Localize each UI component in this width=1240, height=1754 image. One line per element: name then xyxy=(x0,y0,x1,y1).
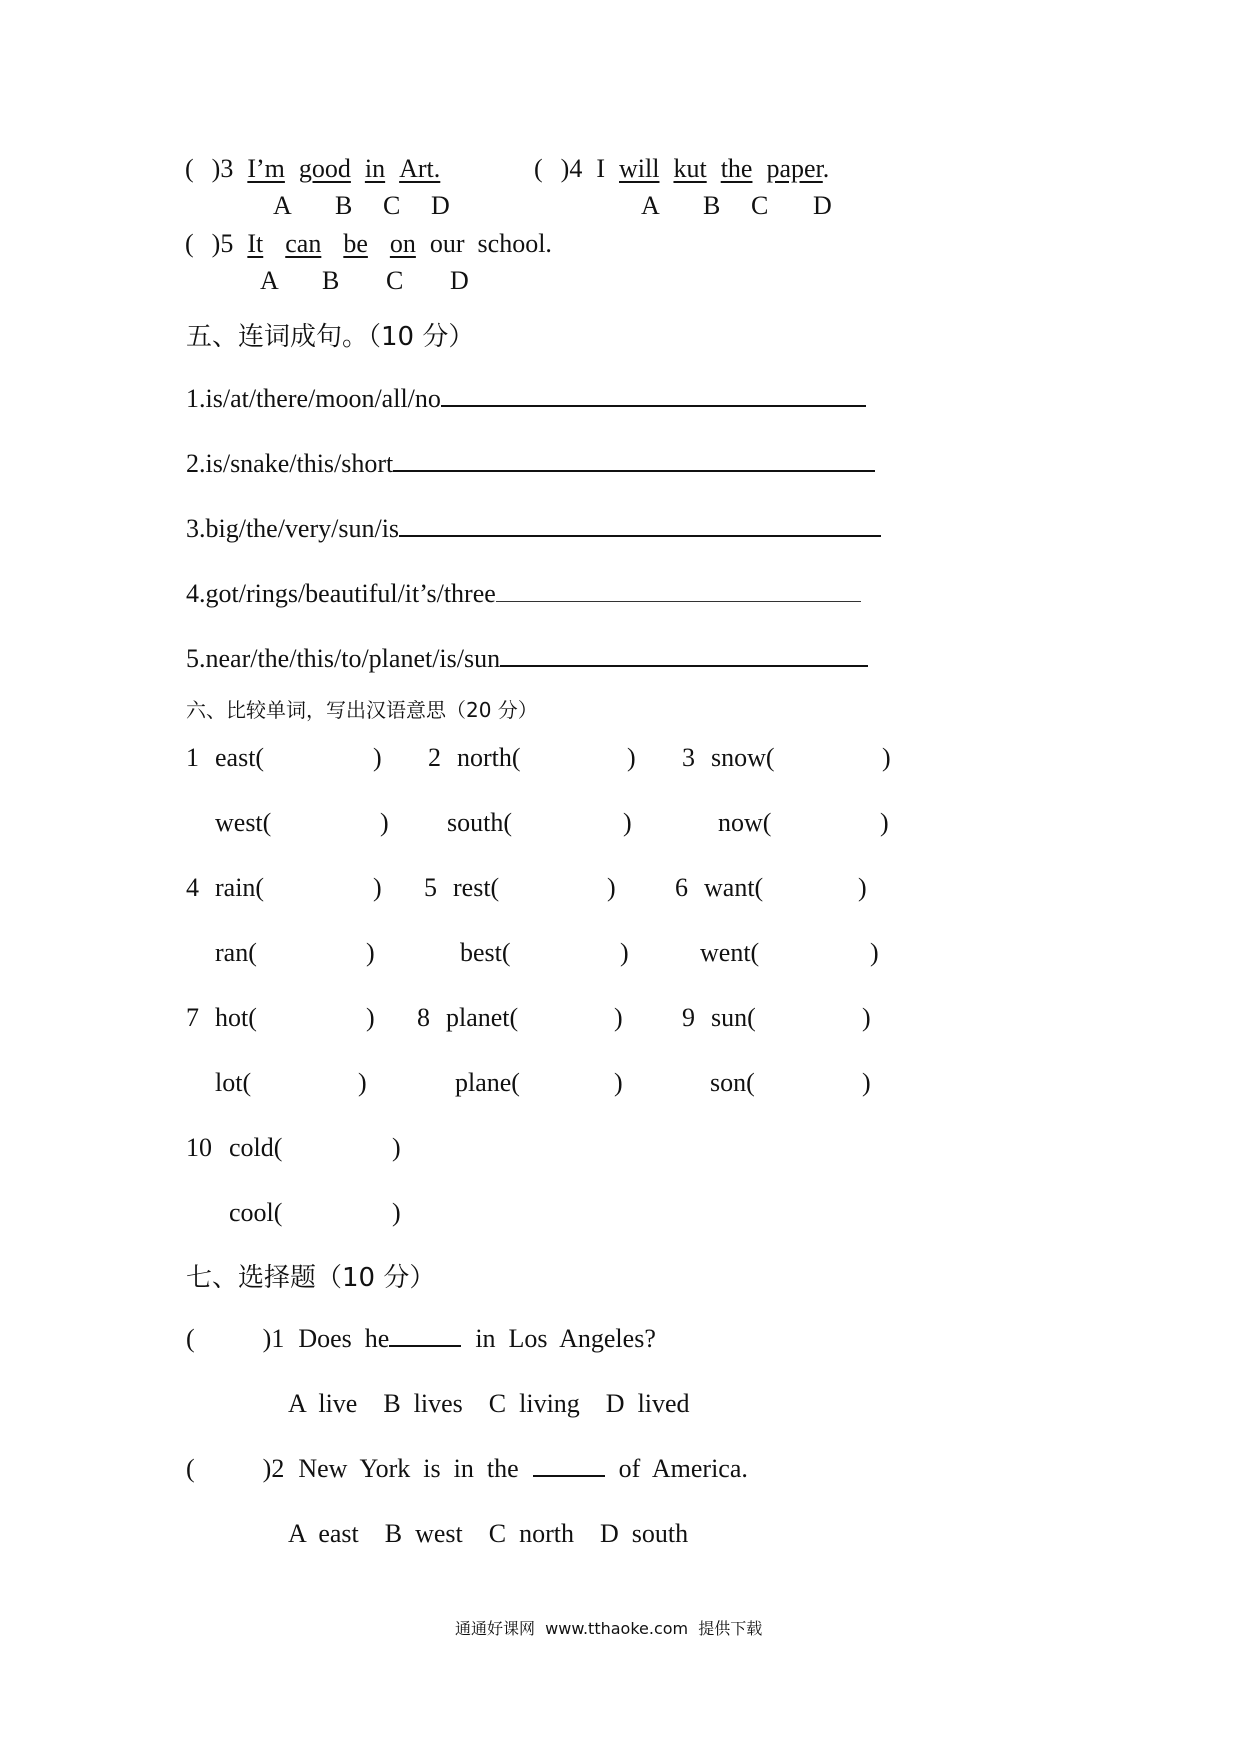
q4-letter-c: C xyxy=(751,191,769,220)
paren-close: ) xyxy=(858,873,867,902)
q4-word-d: paper xyxy=(766,154,823,183)
word-went: went( xyxy=(700,938,760,967)
paren-close: ) xyxy=(862,1003,871,1032)
paren-close: ) xyxy=(366,1003,375,1032)
q4-word-a: will xyxy=(619,154,660,183)
item-4-words: 4.got/rings/beautiful/it’s/three xyxy=(186,579,496,608)
q3-letter-a: A xyxy=(273,191,292,220)
q4-letter-d: D xyxy=(813,191,832,220)
word-hot: hot( xyxy=(215,1003,257,1032)
paren-close: ) xyxy=(373,743,382,772)
q4-paren: ( xyxy=(534,154,543,183)
answer-blank[interactable] xyxy=(500,645,868,667)
s7-q1-number: )1 xyxy=(262,1324,285,1353)
word-planet: planet( xyxy=(446,1003,519,1032)
item-3-words: 3.big/the/very/sun/is xyxy=(186,514,400,543)
paren-close: ) xyxy=(614,1068,623,1097)
s7-q2-options: A east B west C north D south xyxy=(288,1519,689,1548)
paren-close: ) xyxy=(373,873,382,902)
word-west: west( xyxy=(215,808,272,837)
q5-number: )5 xyxy=(211,229,234,258)
q5-word-b: can xyxy=(285,229,322,258)
paren-close: ) xyxy=(614,1003,623,1032)
word-sun: sun( xyxy=(711,1003,756,1032)
paren-close: ) xyxy=(392,1133,401,1162)
q5-letters xyxy=(260,266,469,296)
answer-blank[interactable] xyxy=(496,581,861,602)
answer-blank[interactable] xyxy=(389,1325,461,1347)
s7-q2-number: )2 xyxy=(262,1454,285,1483)
q4-letter-b: B xyxy=(703,191,721,220)
q5-letter-b: B xyxy=(322,266,340,295)
paren-close: ) xyxy=(358,1068,367,1097)
word-want: want( xyxy=(704,873,764,902)
word-north: north( xyxy=(457,743,521,772)
s7-q2-paren: ( xyxy=(186,1454,195,1483)
q3-word-b: good xyxy=(298,154,351,183)
q5-word-c: be xyxy=(343,229,368,258)
q3-word-a: I’m xyxy=(247,154,285,183)
section5-item-3 xyxy=(186,514,881,544)
word-ran: ran( xyxy=(215,938,257,967)
section7-title: 七、选择题（10 分） xyxy=(186,1263,436,1293)
paren-close: ) xyxy=(623,808,632,837)
s7-q2-text-b: of America. xyxy=(618,1454,748,1483)
item-5-words: 5.near/the/this/to/planet/is/sun xyxy=(186,644,501,673)
section5-item-1 xyxy=(186,384,866,414)
q4-word-i: I xyxy=(596,154,606,183)
q3-number: )3 xyxy=(211,154,234,183)
item-1-words: 1.is/at/there/moon/all/no xyxy=(186,384,441,413)
word-best: best( xyxy=(460,938,511,967)
s7-q1-options: A live B lives C living D lived xyxy=(288,1389,690,1418)
word-lot: lot( xyxy=(215,1068,252,1097)
word-now: now( xyxy=(718,808,772,837)
q3-letter-b: B xyxy=(335,191,353,220)
s7-q1-row xyxy=(186,1324,656,1354)
word-plane: plane( xyxy=(455,1068,520,1097)
num-7: 7 xyxy=(186,1003,199,1032)
section6-title: 六、比较单词，写出汉语意思（20 分） xyxy=(186,698,538,722)
num-4: 4 xyxy=(186,873,199,902)
s7-q2-row xyxy=(186,1454,748,1484)
word-snow: snow( xyxy=(711,743,775,772)
word-rest: rest( xyxy=(453,873,500,902)
num-5: 5 xyxy=(424,873,437,902)
word-cold: cold( xyxy=(229,1133,283,1162)
q4-letter-a: A xyxy=(641,191,660,220)
paren-close: ) xyxy=(627,743,636,772)
q4-number: )4 xyxy=(560,154,583,183)
word-son: son( xyxy=(710,1068,755,1097)
q4-word-c: the xyxy=(720,154,753,183)
paren-close: ) xyxy=(607,873,616,902)
q3-letter-c: C xyxy=(383,191,401,220)
paren-close: ) xyxy=(366,938,375,967)
q3-letter-d: D xyxy=(431,191,450,220)
paren-close: ) xyxy=(620,938,629,967)
paren-close: ) xyxy=(882,743,891,772)
s7-q2-text-a: New York is in the xyxy=(298,1454,519,1483)
answer-blank[interactable] xyxy=(533,1455,605,1477)
q5-letter-a: A xyxy=(260,266,279,295)
q4-row xyxy=(534,154,829,184)
q5-rest: our school. xyxy=(429,229,552,258)
num-3: 3 xyxy=(682,743,695,772)
word-rain: rain( xyxy=(215,873,265,902)
q5-letter-d: D xyxy=(450,266,469,295)
num-6: 6 xyxy=(675,873,688,902)
q3-letters xyxy=(273,191,450,221)
paren-close: ) xyxy=(862,1068,871,1097)
q5-paren: ( xyxy=(185,229,194,258)
s7-q1-paren: ( xyxy=(186,1324,195,1353)
answer-blank[interactable] xyxy=(393,450,875,472)
word-south: south( xyxy=(447,808,512,837)
num-10: 10 xyxy=(186,1133,212,1162)
answer-blank[interactable] xyxy=(399,515,881,537)
paren-close: ) xyxy=(380,808,389,837)
q3-word-c: in xyxy=(364,154,386,183)
paren-close: ) xyxy=(870,938,879,967)
s7-q1-text-b: in Los Angeles? xyxy=(475,1324,656,1353)
q5-word-d: on xyxy=(389,229,416,258)
s7-q1-text-a: Does he xyxy=(298,1324,390,1353)
q4-letters xyxy=(641,191,832,221)
word-cool: cool( xyxy=(229,1198,283,1227)
q5-row xyxy=(185,229,552,259)
answer-blank[interactable] xyxy=(441,385,866,407)
item-2-words: 2.is/snake/this/short xyxy=(186,449,394,478)
q4-word-b: kut xyxy=(673,154,707,183)
q3-row xyxy=(185,154,440,184)
q5-word-a: It xyxy=(247,229,264,258)
q3-word-d: Art. xyxy=(399,154,441,183)
num-8: 8 xyxy=(417,1003,430,1032)
section5-title: 五、连词成句。（10 分） xyxy=(186,322,475,352)
paren-close: ) xyxy=(392,1198,401,1227)
section5-item-4 xyxy=(186,579,861,609)
section5-item-5 xyxy=(186,644,868,674)
section5-item-2 xyxy=(186,449,875,479)
q4-period: . xyxy=(822,154,830,183)
q5-letter-c: C xyxy=(386,266,404,295)
paren-close: ) xyxy=(880,808,889,837)
num-1: 1 xyxy=(186,743,199,772)
q3-paren: ( xyxy=(185,154,194,183)
footer-text: 通通好课网 www.tthaoke.com 提供下载 xyxy=(455,1619,763,1638)
num-9: 9 xyxy=(682,1003,695,1032)
word-east: east( xyxy=(215,743,265,772)
num-2: 2 xyxy=(428,743,441,772)
